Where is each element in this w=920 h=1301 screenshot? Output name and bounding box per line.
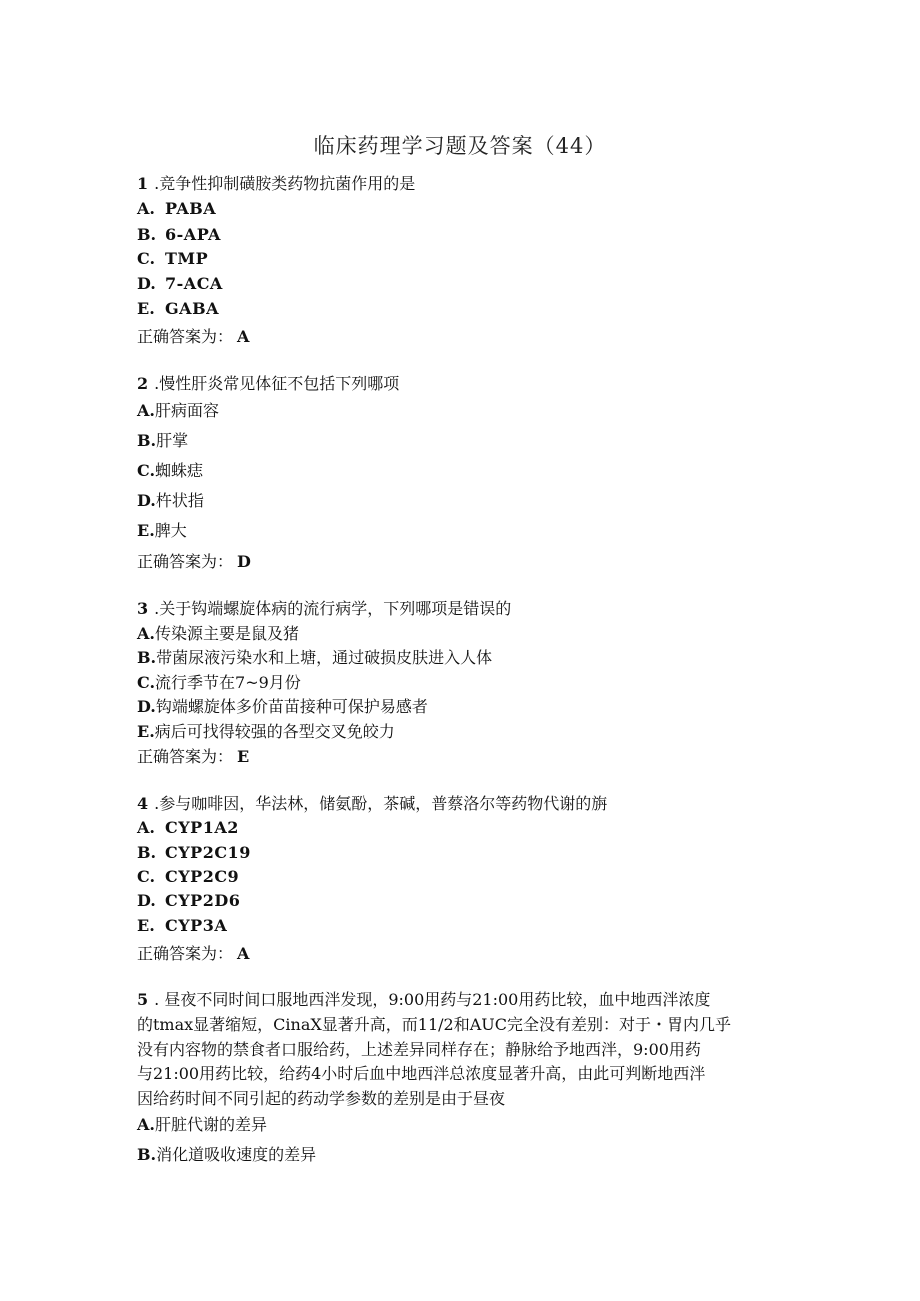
question-2-option-b: B.肝掌 (137, 431, 189, 450)
question-5-stem-line-3: 没有内容物的禁食者口服给药，上述差异同样存在；静脉给予地西泮，9:00用药 (137, 1040, 701, 1059)
question-3-option-d: D.钩端螺旋体多价苗苗接种可保护易感者 (137, 697, 428, 716)
question-5-option-a: A.肝脏代谢的差异 (137, 1115, 267, 1134)
question-4-option-b: B. CYP2C19 (137, 843, 251, 862)
question-3-option-b: B.带菌尿液污染水和上塘，通过破损皮肤进入人体 (137, 648, 493, 667)
question-1-option-c: C. TMP (137, 249, 209, 268)
question-4-answer: 正确答案为： A (137, 944, 250, 963)
question-5-stem-line-2: 的tmax显著缩短，CinaX显著升高，而11/2和AUC完全没有差别：对于・胃内几乎 (137, 1015, 731, 1034)
question-1-option-d: D. 7-ACA (137, 274, 223, 293)
question-2-option-e: E.脾大 (137, 521, 187, 540)
question-1-stem (137, 174, 415, 194)
question-number: 1 (137, 174, 149, 193)
question-1-option-a: A. PABA (137, 199, 217, 218)
question-2-option-c: C.蜘蛛痣 (137, 461, 204, 480)
question-5-option-b: B.消化道吸收速度的差异 (137, 1145, 317, 1164)
question-4-option-e: E. CYP3A (137, 916, 228, 935)
question-2-option-a: A.肝病面容 (137, 401, 219, 420)
question-text: .关于钩端螺旋体病的流行病学，下列哪项是错误的 (154, 599, 512, 618)
question-5-stem-line-5: 因给药时间不同引起的药动学参数的差别是由于昼夜 (137, 1089, 506, 1108)
question-4-option-a: A. CYP1A2 (137, 818, 239, 837)
question-5-stem-line-1 (137, 990, 710, 1010)
question-4-option-d: D. CYP2D6 (137, 891, 241, 910)
question-1-option-b: B. 6-APA (137, 225, 221, 244)
question-1-option-e: E. GABA (137, 299, 220, 318)
question-3-stem (137, 599, 511, 619)
question-number: 3 (137, 599, 149, 618)
question-text: .慢性肝炎常见体征不包括下列哪项 (154, 374, 400, 393)
question-3-option-c: C.流行季节在7~9月份 (137, 673, 301, 692)
question-2-option-d: D.杵状指 (137, 491, 204, 510)
question-text: .竞争性抑制磺胺类药物抗菌作用的是 (154, 174, 416, 193)
question-text: .参与咖啡因，华法林，储氨酚，茶碱，普蔡洛尔等药物代谢的旃 (154, 794, 608, 813)
question-5-stem-line-4: 与21:00用药比较，给药4小时后血中地西泮总浓度显著升高，由此可判断地西泮 (137, 1064, 706, 1083)
page-title: 临床药理学习题及答案（44） (313, 134, 607, 158)
question-3-option-a: A.传染源主要是鼠及猪 (137, 624, 299, 643)
question-number: 4 (137, 794, 149, 813)
question-number: 5 (137, 990, 149, 1009)
question-3-answer: 正确答案为： E (137, 747, 250, 766)
question-4-stem (137, 794, 607, 814)
question-2-stem (137, 374, 399, 394)
question-4-option-c: C. CYP2C9 (137, 867, 240, 886)
question-3-option-e: E.病后可找得较强的各型交叉免皎力 (137, 722, 395, 741)
question-text: . 昼夜不同时间口服地西泮发现，9:00用药与21:00用药比较，血中地西泮浓度 (154, 990, 711, 1009)
question-number: 2 (137, 374, 149, 393)
question-2-answer: 正确答案为： D (137, 552, 251, 571)
question-1-answer: 正确答案为： A (137, 327, 250, 346)
